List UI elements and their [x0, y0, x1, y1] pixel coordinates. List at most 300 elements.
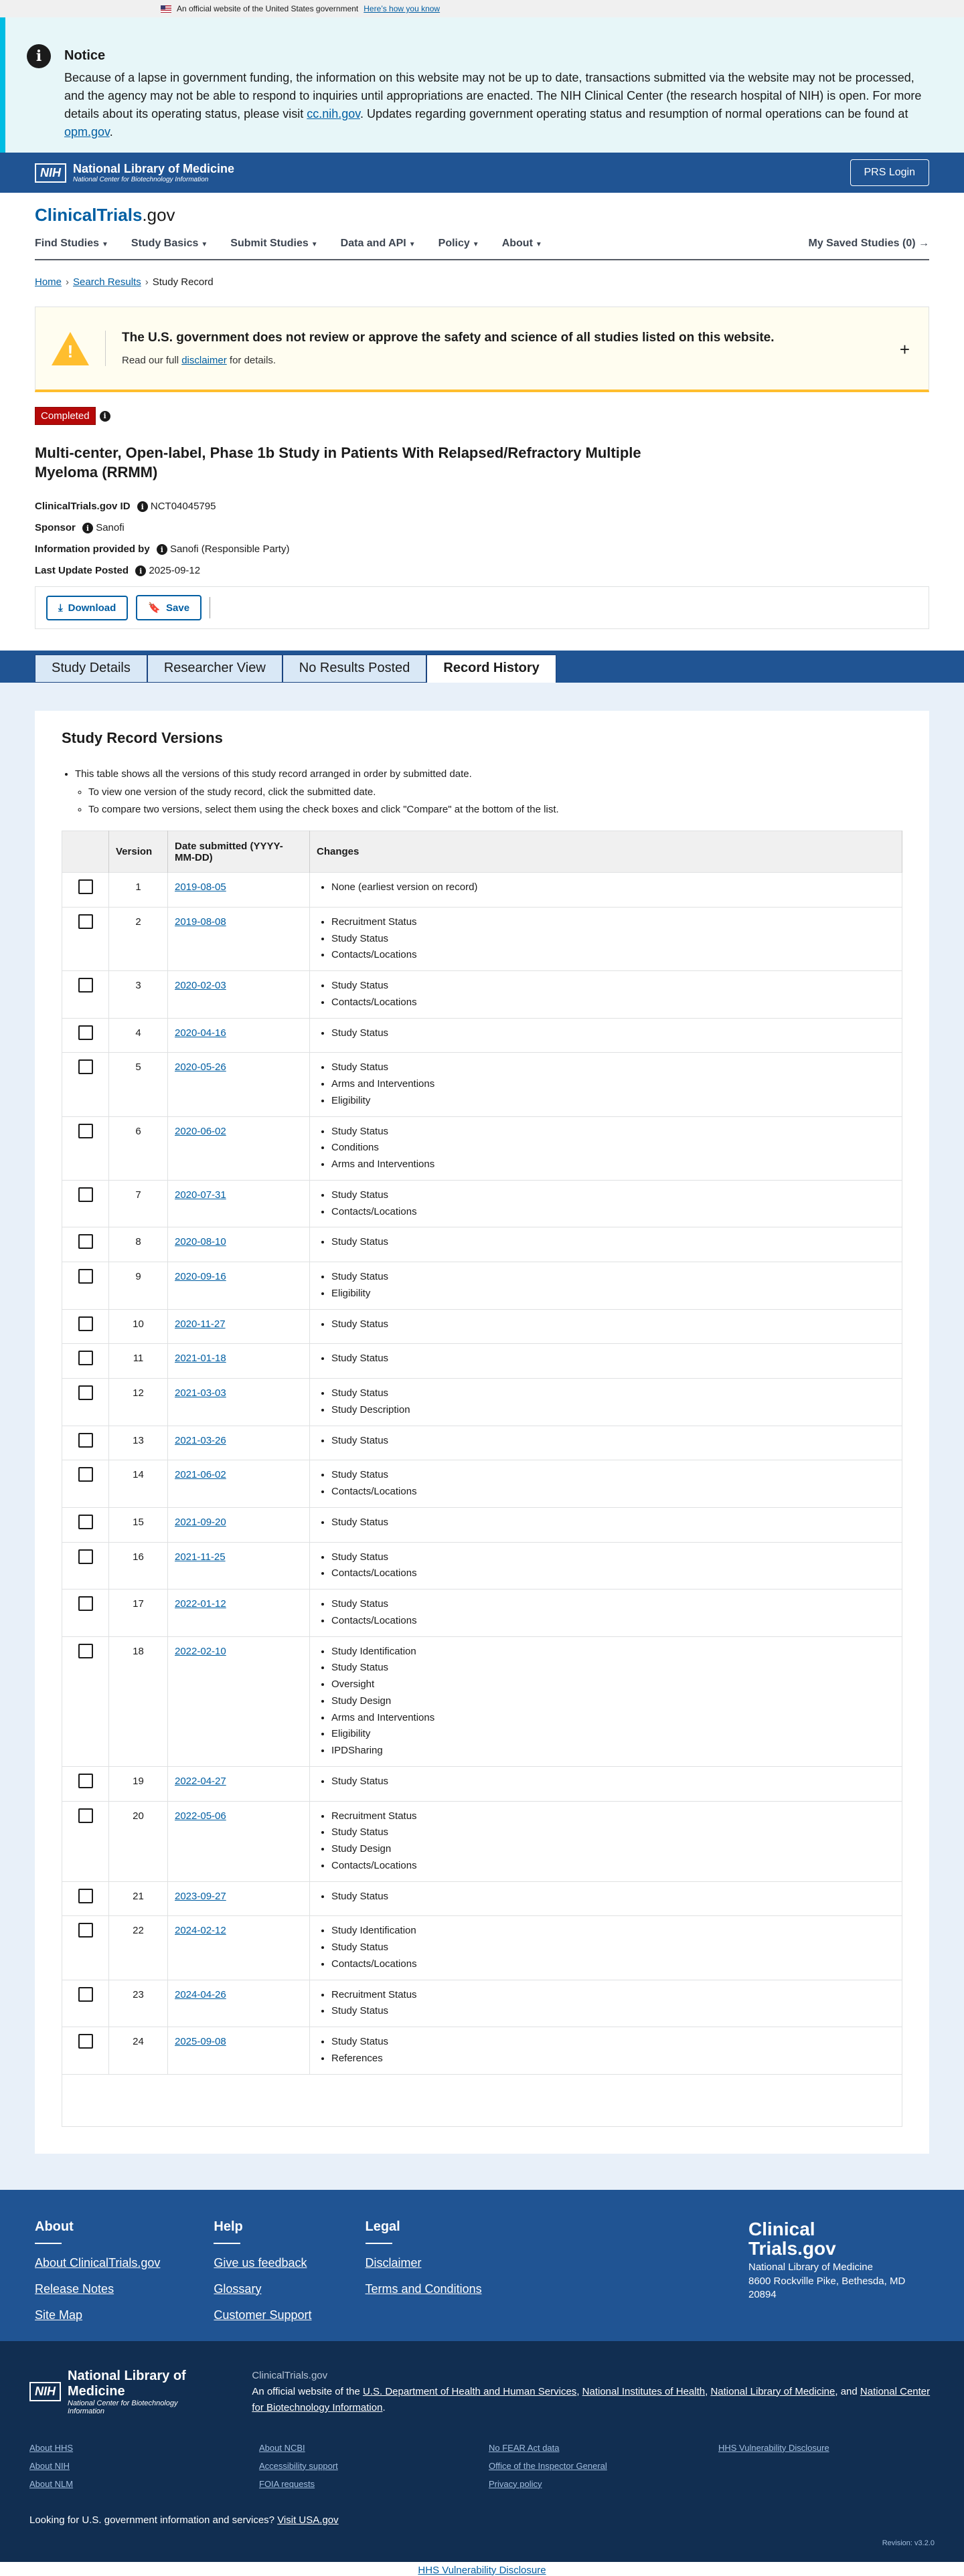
nav-about[interactable]: About ▼ — [501, 238, 542, 249]
version-number: 13 — [109, 1426, 168, 1460]
change-item: • IPDSharing — [331, 1743, 895, 1759]
change-item: • None (earliest version on record) — [331, 879, 895, 896]
version-checkbox[interactable] — [78, 1316, 93, 1331]
version-checkbox[interactable] — [78, 1515, 93, 1529]
change-item: • Arms and Interventions — [331, 1710, 895, 1727]
version-checkbox[interactable] — [78, 1889, 93, 1903]
version-date-link[interactable]: 2021-03-26 — [175, 1434, 226, 1446]
version-checkbox[interactable] — [78, 1025, 93, 1040]
version-changes-cell — [310, 1426, 902, 1460]
version-changes-cell — [310, 1116, 902, 1180]
opm-link[interactable]: opm.gov — [64, 125, 110, 139]
table-row — [62, 971, 902, 1019]
version-number: 10 — [109, 1309, 168, 1344]
breadcrumb: Home › Search Results › Study Record — [35, 276, 214, 288]
breadcrumb-home[interactable]: Home — [35, 276, 62, 288]
row-select-cell — [62, 1426, 109, 1460]
table-row — [62, 1426, 902, 1460]
row-select-cell — [62, 2027, 109, 2075]
change-item: • Study Status — [331, 1824, 895, 1841]
note-view: ◦ To view one version of the study record, click the submitted date. — [88, 784, 902, 801]
change-item: • Study Status — [331, 1515, 895, 1531]
version-changes-cell — [310, 1590, 902, 1637]
prs-login-button[interactable]: PRS Login — [850, 159, 930, 186]
version-number: 6 — [109, 1116, 168, 1180]
disclaimer-text: Read our full disclaimer for details. — [122, 355, 276, 366]
version-number: 20 — [109, 1801, 168, 1881]
nlm-footer-desc: ClinicalTrials.gov An official website of the U.S. Department of Health and Human Services, National Institutes of Health, National Library of Medicine, and National Center for Biotechnology Information. — [252, 2369, 931, 2413]
change-item: • Study Design — [331, 1841, 895, 1858]
info-icon[interactable]: i — [157, 544, 167, 555]
version-changes-cell — [310, 1309, 902, 1344]
row-select-cell — [62, 1801, 109, 1881]
chevron-down-icon: ▼ — [311, 241, 318, 248]
nav-study-basics[interactable]: Study Basics ▼ — [131, 238, 208, 249]
version-checkbox[interactable] — [78, 1234, 93, 1249]
cc-nih-link[interactable]: cc.nih.gov — [307, 107, 360, 120]
row-select-cell — [62, 907, 109, 970]
table-row — [62, 1980, 902, 2027]
info-icon[interactable]: i — [137, 501, 148, 512]
table-row — [62, 1542, 902, 1590]
nih-logo-icon: NIH — [35, 163, 66, 183]
version-checkbox[interactable] — [78, 1124, 93, 1138]
version-date-link[interactable]: 2020-08-10 — [175, 1236, 226, 1248]
change-item: • Contacts/Locations — [331, 1484, 895, 1500]
change-item: • Recruitment Status — [331, 1808, 895, 1825]
footer-link[interactable]: Office of the Inspector General — [489, 2460, 607, 2471]
version-number: 24 — [109, 2027, 168, 2075]
change-item: • Study Status — [331, 2003, 895, 2020]
version-changes-cell — [310, 1801, 902, 1881]
info-icon[interactable]: i — [82, 523, 93, 533]
version-date-cell — [168, 971, 310, 1019]
tab-study-details[interactable]: Study Details — [35, 655, 147, 683]
table-row — [62, 1507, 902, 1542]
version-date-link[interactable]: 2022-01-12 — [175, 1598, 226, 1610]
footer-link[interactable]: Give us feedback — [214, 2255, 307, 2269]
info-icon[interactable]: i — [100, 411, 110, 422]
version-number: 21 — [109, 1881, 168, 1916]
row-select-cell — [62, 1180, 109, 1227]
nlm-footer — [0, 2341, 964, 2562]
version-date-cell — [168, 1980, 310, 2027]
disclaimer-link[interactable]: disclaimer — [181, 355, 227, 366]
change-item: • Study Status — [331, 1025, 895, 1042]
row-select-cell — [62, 1309, 109, 1344]
footer-link[interactable]: HHS Vulnerability Disclosure — [718, 2442, 829, 2453]
version-date-cell — [168, 1379, 310, 1426]
footer-link[interactable]: About NLM — [29, 2478, 74, 2489]
versions-panel — [35, 711, 929, 2153]
change-item: • Contacts/Locations — [331, 1956, 895, 1973]
footer-link[interactable]: About NCBI — [259, 2442, 305, 2453]
nav-submit-studies[interactable]: Submit Studies ▼ — [230, 238, 318, 249]
footer-link[interactable]: Terms and Conditions — [365, 2282, 482, 2296]
footer-link[interactable]: About NIH — [29, 2460, 70, 2471]
version-checkbox[interactable] — [78, 1187, 93, 1202]
version-checkbox[interactable] — [78, 1385, 93, 1400]
versions-table — [62, 831, 902, 2127]
nlm-footer-links — [29, 2443, 935, 2489]
version-date-cell — [168, 2027, 310, 2075]
version-number: 14 — [109, 1460, 168, 1508]
tab-no-results-posted[interactable]: No Results Posted — [283, 655, 427, 683]
row-select-cell — [62, 1053, 109, 1116]
disclaimer-banner — [35, 307, 929, 392]
version-date-cell — [168, 1018, 310, 1053]
versions-notes: • This table shows all the versions of this study record arranged in order by submitted date. ◦ To view one version of the study record, click the submitted date. ◦ To compare two versions, select them using the check boxes and click "Compare" at the bottom of the list. — [62, 766, 902, 819]
expand-plus-icon[interactable]: + — [899, 339, 910, 359]
version-checkbox[interactable] — [78, 1596, 93, 1611]
change-item: • Study Identification — [331, 1923, 895, 1940]
row-select-cell — [62, 1766, 109, 1801]
version-date-cell — [168, 873, 310, 908]
change-item: • Eligibility — [331, 1726, 895, 1743]
hhs-link[interactable]: U.S. Department of Health and Human Services — [362, 2385, 577, 2397]
bookmark-icon: 🔖 — [148, 602, 161, 614]
version-date-link[interactable]: 2025-09-08 — [175, 2036, 226, 2048]
change-item: • Recruitment Status — [331, 1987, 895, 2004]
version-changes-cell — [310, 1379, 902, 1426]
nav-find-studies[interactable]: Find Studies ▼ — [35, 238, 108, 249]
revision-label: Revision: v3.2.0 — [882, 2539, 935, 2547]
version-checkbox[interactable] — [78, 1351, 93, 1365]
version-date-cell — [168, 1053, 310, 1116]
hhs-vulnerability-link[interactable]: HHS Vulnerability Disclosure — [418, 2564, 546, 2576]
version-date-link[interactable]: 2020-06-02 — [175, 1125, 226, 1137]
main-nav — [35, 238, 929, 260]
versions-title: Study Record Versions — [62, 729, 223, 747]
version-number: 2 — [109, 907, 168, 970]
row-select-cell — [62, 1542, 109, 1590]
row-select-cell — [62, 1980, 109, 2027]
gov-banner — [0, 0, 964, 17]
col-version: Version — [109, 831, 168, 873]
change-item: • Study Status — [331, 931, 895, 948]
version-number: 16 — [109, 1542, 168, 1590]
study-title: Multi-center, Open-label, Phase 1b Study in Patients With Relapsed/Refractory Multiple Myeloma (RRMM) — [35, 444, 641, 481]
footer-link[interactable]: About ClinicalTrials.gov — [35, 2255, 161, 2269]
breadcrumb-current: Study Record — [152, 276, 214, 288]
usa-gov-callout: Looking for U.S. government information and services? Visit USA.gov — [29, 2514, 339, 2526]
change-item: • Conditions — [331, 1140, 895, 1156]
version-date-link[interactable]: 2019-08-08 — [175, 916, 226, 928]
table-row — [62, 1018, 902, 1053]
tab-researcher-view[interactable]: Researcher View — [147, 655, 283, 683]
version-date-cell — [168, 1344, 310, 1379]
version-date-cell — [168, 1766, 310, 1801]
version-checkbox[interactable] — [78, 978, 93, 993]
row-select-cell — [62, 1590, 109, 1637]
version-date-link[interactable]: 2021-06-02 — [175, 1469, 226, 1481]
bottom-bar — [0, 2562, 964, 2575]
footer-link[interactable]: Disclaimer — [365, 2255, 422, 2269]
table-row — [62, 1344, 902, 1379]
version-number: 12 — [109, 1379, 168, 1426]
version-changes-cell — [310, 2027, 902, 2075]
version-changes-cell — [310, 1636, 902, 1766]
version-date-cell — [168, 1881, 310, 1916]
table-row — [62, 1053, 902, 1116]
version-checkbox[interactable] — [78, 1644, 93, 1658]
version-date-cell — [168, 1542, 310, 1590]
version-date-link[interactable]: 2021-03-03 — [175, 1387, 226, 1399]
chevron-down-icon: ▼ — [408, 241, 416, 248]
version-changes-cell — [310, 1262, 902, 1310]
nlm-link[interactable]: National Library of Medicine — [710, 2385, 835, 2397]
version-changes-cell — [310, 1980, 902, 2027]
funding-notice — [0, 17, 964, 153]
footer-link[interactable]: Release Notes — [35, 2282, 114, 2296]
footer-logo[interactable]: Clinical Trials.gov — [748, 2218, 836, 2259]
version-date-link[interactable]: 2020-04-16 — [175, 1027, 226, 1039]
version-date-link[interactable]: 2021-11-25 — [175, 1551, 226, 1563]
nlm-logo[interactable] — [35, 162, 234, 183]
version-changes-cell — [310, 1344, 902, 1379]
study-meta: ClinicalTrials.gov ID i NCT04045795 Sponsor i Sanofi Information provided by i Sanofi (Responsible Party) Last Update Posted i 2025-09-12 — [35, 501, 290, 577]
footer-link[interactable]: About HHS — [29, 2442, 74, 2453]
version-date-link[interactable]: 2021-01-18 — [175, 1353, 226, 1365]
version-date-link[interactable]: 2024-02-12 — [175, 1925, 226, 1937]
version-date-cell — [168, 1801, 310, 1881]
note-compare: ◦ To compare two versions, select them using the check boxes and click "Compare" at the bottom of the list. — [88, 801, 902, 819]
version-number: 18 — [109, 1636, 168, 1766]
change-item: • Recruitment Status — [331, 914, 895, 931]
study-actions — [35, 586, 929, 629]
notice-title: Notice — [64, 48, 106, 63]
version-date-cell — [168, 1262, 310, 1310]
version-changes-cell — [310, 1542, 902, 1590]
version-checkbox[interactable] — [78, 1433, 93, 1448]
change-item: • Contacts/Locations — [331, 1204, 895, 1221]
change-item: • Contacts/Locations — [331, 1613, 895, 1630]
version-checkbox[interactable] — [78, 1808, 93, 1823]
row-select-cell — [62, 873, 109, 908]
footer-address-1: National Library of Medicine — [748, 2261, 873, 2273]
col-date: Date submitted (YYYY-MM-DD) — [168, 831, 310, 873]
version-date-link[interactable]: 2022-02-10 — [175, 1645, 226, 1657]
version-checkbox[interactable] — [78, 1774, 93, 1788]
version-number: 9 — [109, 1262, 168, 1310]
version-number: 11 — [109, 1344, 168, 1379]
version-date-cell — [168, 1227, 310, 1262]
version-number: 19 — [109, 1766, 168, 1801]
footer-link[interactable]: Glossary — [214, 2282, 262, 2296]
row-select-cell — [62, 1460, 109, 1508]
change-item: • Eligibility — [331, 1286, 895, 1302]
nlm-header — [0, 153, 964, 193]
version-changes-cell — [310, 1180, 902, 1227]
version-date-link[interactable]: 2023-09-27 — [175, 1890, 226, 1902]
version-date-link[interactable]: 2022-04-27 — [175, 1775, 226, 1787]
version-date-cell — [168, 1636, 310, 1766]
footer-address-2: 8600 Rockville Pike, Bethesda, MD 20894 — [748, 2275, 906, 2300]
col-select — [62, 831, 109, 873]
version-checkbox[interactable] — [78, 1269, 93, 1284]
version-date-cell — [168, 907, 310, 970]
record-history-content — [0, 683, 964, 2189]
change-item: • References — [331, 2051, 895, 2067]
change-item: • Contacts/Locations — [331, 1858, 895, 1875]
version-date-cell — [168, 1590, 310, 1637]
version-changes-cell — [310, 873, 902, 908]
version-number: 3 — [109, 971, 168, 1019]
version-checkbox[interactable] — [78, 1987, 93, 2002]
version-number: 4 — [109, 1018, 168, 1053]
footer-link[interactable]: Accessibility support — [259, 2460, 338, 2471]
chevron-down-icon: ▼ — [535, 241, 542, 248]
provided-by-value: Sanofi (Responsible Party) — [170, 543, 290, 555]
version-checkbox[interactable] — [78, 1923, 93, 1938]
version-date-link[interactable]: 2020-05-26 — [175, 1061, 226, 1074]
nct-id: NCT04045795 — [150, 501, 216, 513]
version-checkbox[interactable] — [78, 1059, 93, 1074]
nlm-footer-logo[interactable]: NIH National Library of Medicine National Center for Biotechnology Information — [29, 2368, 212, 2416]
row-select-cell — [62, 1379, 109, 1426]
change-item: • Study Status — [331, 2034, 895, 2051]
footer-link[interactable]: No FEAR Act data — [489, 2442, 560, 2453]
save-button[interactable]: 🔖 Save — [136, 595, 202, 620]
version-number: 8 — [109, 1227, 168, 1262]
site-footer — [0, 2190, 964, 2341]
change-item: • Contacts/Locations — [331, 947, 895, 964]
footer-link[interactable]: Customer Support — [214, 2308, 312, 2322]
version-date-cell — [168, 1116, 310, 1180]
version-changes-cell — [310, 1881, 902, 1916]
change-item: • Study Status — [331, 978, 895, 995]
version-checkbox[interactable] — [78, 1467, 93, 1482]
table-row — [62, 1180, 902, 1227]
sponsor-value: Sanofi — [96, 522, 125, 534]
table-row — [62, 1116, 902, 1180]
table-footer-row — [62, 2074, 902, 2126]
change-item: • Study Status — [331, 1889, 895, 1905]
version-date-cell — [168, 1426, 310, 1460]
version-checkbox[interactable] — [78, 914, 93, 929]
footer-legal: Legal Disclaimer Terms and Conditions — [365, 2219, 482, 2296]
change-item: • Study Description — [331, 1402, 895, 1419]
table-row — [62, 1379, 902, 1426]
change-item: • Eligibility — [331, 1093, 895, 1110]
table-row — [62, 1227, 902, 1262]
change-item: • Arms and Interventions — [331, 1156, 895, 1173]
footer-brand — [748, 2219, 929, 2312]
change-item: • Study Status — [331, 1234, 895, 1251]
version-date-link[interactable]: 2021-09-20 — [175, 1516, 226, 1528]
nih-link[interactable]: National Institutes of Health — [582, 2385, 706, 2397]
change-item: • Study Status — [331, 1269, 895, 1286]
change-item: • Study Design — [331, 1693, 895, 1710]
change-item: • Contacts/Locations — [331, 995, 895, 1011]
row-select-cell — [62, 1018, 109, 1053]
table-row — [62, 1801, 902, 1881]
breadcrumb-search-results[interactable]: Search Results — [73, 276, 141, 288]
nih-logo-icon: NIH — [29, 2382, 61, 2401]
change-item: • Arms and Interventions — [331, 1076, 895, 1093]
version-number: 5 — [109, 1053, 168, 1116]
version-changes-cell — [310, 1916, 902, 1980]
usa-gov-link[interactable]: Visit USA.gov — [277, 2514, 339, 2526]
change-item: • Study Identification — [331, 1644, 895, 1660]
table-row — [62, 1262, 902, 1310]
table-row — [62, 1766, 902, 1801]
change-item: • Study Status — [331, 1774, 895, 1790]
ncbi-link[interactable]: National Center for Biotechnology Information — [252, 2385, 931, 2413]
version-changes-cell — [310, 1507, 902, 1542]
version-changes-cell — [310, 1053, 902, 1116]
version-date-link[interactable]: 2020-11-27 — [175, 1318, 226, 1330]
table-row — [62, 873, 902, 908]
chevron-down-icon: ▼ — [472, 241, 479, 248]
nlm-title: National Library of Medicine — [73, 162, 235, 175]
version-checkbox[interactable] — [78, 2034, 93, 2049]
version-date-link[interactable]: 2020-09-16 — [175, 1271, 226, 1283]
footer-link[interactable]: Site Map — [35, 2308, 83, 2322]
change-item: • Study Status — [331, 1433, 895, 1450]
change-item: • Study Status — [331, 1467, 895, 1484]
footer-link[interactable]: Privacy policy — [489, 2478, 542, 2489]
status-badge: Completed — [35, 407, 96, 425]
version-checkbox[interactable] — [78, 1549, 93, 1564]
study-header — [0, 392, 964, 576]
version-checkbox[interactable] — [78, 879, 93, 894]
version-date-link[interactable]: 2019-08-05 — [175, 881, 226, 893]
table-row — [62, 1916, 902, 1980]
heres-how-you-know-link[interactable]: Here’s how you know — [364, 4, 440, 13]
version-number: 22 — [109, 1916, 168, 1980]
version-changes-cell — [310, 971, 902, 1019]
version-date-link[interactable]: 2024-04-26 — [175, 1988, 226, 2000]
version-date-link[interactable]: 2020-07-31 — [175, 1189, 226, 1201]
notice-body: Because of a lapse in government funding, the information on this website may not be up to date, transactions submitted via the website may not be processed, and the agency may not be able to respond to inquiries until appropriations are enacted. The NIH Clinical Center (the research hospital of NIH) is open. For more details about its operating status, please visit cc.nih.gov. Updates regarding government operating status and resumption of normal operations can be found at opm.gov. — [64, 71, 922, 139]
version-date-cell — [168, 1309, 310, 1344]
version-date-link[interactable]: 2020-02-03 — [175, 980, 226, 992]
clinicaltrials-logo[interactable]: ClinicalTrials.gov — [35, 205, 175, 225]
version-date-link[interactable]: 2022-05-06 — [175, 1810, 226, 1822]
disclaimer-heading: The U.S. government does not review or approve the safety and science of all studies listed on this website. — [122, 331, 775, 345]
info-icon[interactable]: i — [135, 566, 146, 576]
version-date-cell — [168, 1916, 310, 1980]
nav-policy[interactable]: Policy ▼ — [438, 238, 479, 249]
change-item: • Oversight — [331, 1677, 895, 1693]
change-item: • Study Status — [331, 1940, 895, 1956]
version-changes-cell — [310, 907, 902, 970]
row-select-cell — [62, 1344, 109, 1379]
chevron-down-icon: ▼ — [102, 241, 108, 248]
footer-about: About About ClinicalTrials.gov Release Notes Site Map — [35, 2219, 161, 2322]
version-number: 17 — [109, 1590, 168, 1637]
change-item: • Study Status — [331, 1660, 895, 1677]
table-row — [62, 1881, 902, 1916]
footer-link[interactable]: FOIA requests — [259, 2478, 315, 2489]
change-item: • Study Status — [331, 1316, 895, 1333]
tab-record-history[interactable]: Record History — [426, 655, 556, 683]
info-icon: i — [27, 44, 51, 68]
row-select-cell — [62, 1881, 109, 1916]
table-row — [62, 1590, 902, 1637]
version-date-cell — [168, 1180, 310, 1227]
change-item: • Study Status — [331, 1596, 895, 1613]
version-date-cell — [168, 1460, 310, 1508]
table-row — [62, 1309, 902, 1344]
my-saved-studies-link[interactable]: My Saved Studies (0) → — [808, 238, 929, 249]
version-changes-cell — [310, 1018, 902, 1053]
download-icon: ⤓ — [58, 602, 63, 614]
download-button[interactable]: ⤓ Download — [46, 596, 128, 620]
nav-data-api[interactable]: Data and API ▼ — [340, 238, 416, 249]
change-item: • Study Status — [331, 1385, 895, 1402]
